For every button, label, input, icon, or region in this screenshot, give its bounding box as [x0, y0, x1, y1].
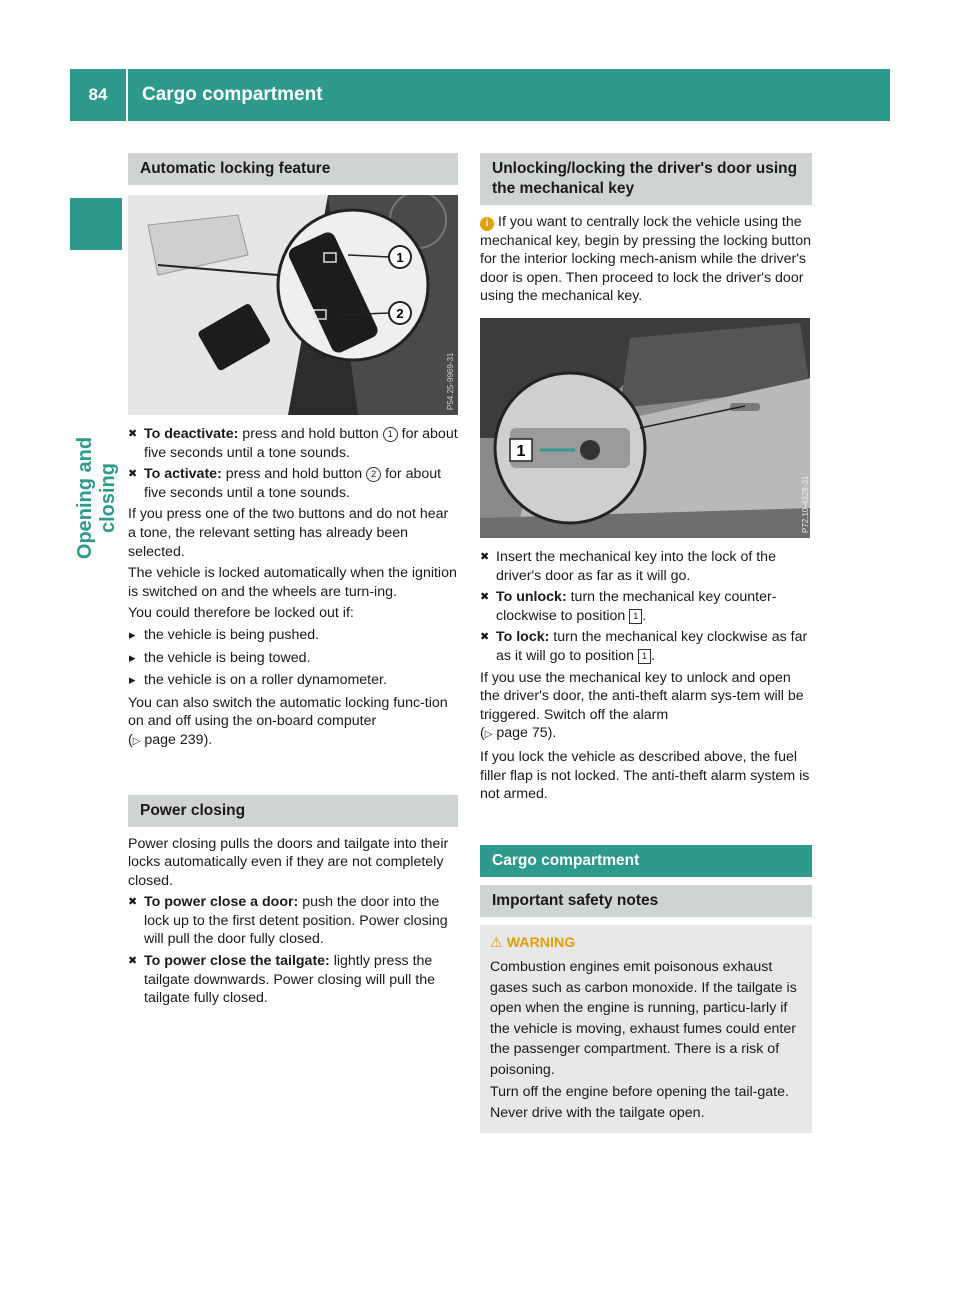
bullet-icon: ▸	[129, 649, 136, 665]
step-label: To unlock:	[496, 589, 567, 606]
info-note	[480, 213, 812, 306]
side-chapter-label: Opening and closing	[74, 436, 119, 560]
section-heading-unlocking: Unlocking/locking the driver's door using the mechanical key	[480, 153, 812, 205]
page-reference-link[interactable]: page 239).	[144, 731, 213, 748]
arrow-icon: ✖	[128, 896, 138, 909]
position-number-box: 1	[629, 609, 642, 624]
step-text: turn the mechanical key clockwise as far as it will go to position	[496, 629, 808, 664]
paragraph: You could therefore be locked out if:	[128, 605, 354, 622]
paragraph-text: If you use the mechanical key to unlock and open the driver's door, the anti-theft alarm sys-tem will be triggered. Switch off the alarm	[480, 669, 804, 723]
warning-title-text: WARNING	[506, 934, 576, 951]
arrow-icon: ✖	[480, 591, 490, 604]
section-heading-auto-lock: Automatic locking feature	[128, 153, 458, 185]
bullet-icon: ▸	[129, 672, 136, 688]
step-unlock: ✖ To unlock: turn the mechanical key counter-clockwise to position 1 .	[480, 589, 777, 624]
button-number-circle: 1	[383, 427, 398, 442]
paragraph: If you lock the vehicle as described above, the fuel filler flap is not locked. The anti-theft alarm system is not armed.	[480, 748, 810, 803]
step-deactivate	[128, 425, 458, 462]
arrow-icon: ✖	[128, 468, 138, 481]
step-label: To power close the tailgate:	[144, 953, 330, 970]
door-panel-illustration	[128, 195, 458, 415]
step-label: To power close a door:	[144, 894, 299, 911]
info-icon: i	[480, 217, 494, 231]
position-number-box: 1	[638, 649, 651, 664]
left-column	[128, 153, 458, 1011]
arrow-icon: ✖	[480, 550, 490, 563]
paragraph-text: You can also switch the automatic locking func-tion on and off using the on-board computer	[128, 694, 448, 730]
arrow-icon: ✖	[128, 955, 138, 968]
right-column	[480, 153, 812, 1133]
page-ref-arrow-icon: ▷	[484, 729, 493, 741]
step-text: press and hold button	[221, 466, 367, 483]
bullet-item	[128, 671, 458, 690]
step-insert-key	[480, 548, 812, 585]
bullet-item	[128, 649, 458, 668]
page-header	[70, 69, 890, 121]
section-heading-power-closing: Power closing	[128, 795, 458, 827]
arrow-icon: ✖	[128, 428, 138, 440]
svg-text:2: 2	[396, 306, 404, 321]
step-power-close-door	[128, 893, 458, 949]
step-lock: ✖ To lock: turn the mechanical key clockwise as far as it will go to position 1 .	[480, 629, 808, 664]
door-panel-svg	[128, 195, 458, 415]
bullet-text: the vehicle is on a roller dynamometer.	[144, 672, 387, 689]
bullet-text: the vehicle is being pushed.	[144, 626, 320, 643]
step-label: To lock:	[496, 629, 550, 646]
paragraph: If you press one of the two buttons and do not hear a tone, the relevant setting has already been selected.	[128, 506, 449, 560]
paragraph: If you use the mechanical key to unlock and open the driver's door, the anti-theft alarm sys-tem will be triggered. Switch off the alarm (▷ page 75).	[480, 669, 804, 742]
step-label: To activate:	[144, 466, 222, 483]
step-label: To deactivate:	[144, 426, 239, 442]
step-power-close-tailgate	[128, 952, 458, 1008]
paragraph: Power closing pulls the doors and tailgate into their locks automatically even if they are not completely closed.	[128, 835, 449, 889]
figure-code: P54.25-9969-31	[446, 352, 455, 410]
warning-box	[480, 925, 812, 1134]
header-divider	[126, 69, 128, 121]
page-reference-link[interactable]: page 75).	[496, 725, 557, 742]
paragraph: The vehicle is locked automatically when the ignition is switched on and the wheels are turn-ing.	[128, 565, 457, 600]
svg-text:1: 1	[396, 250, 404, 265]
side-tab-marker	[70, 198, 122, 250]
bullet-text: the vehicle is being towed.	[144, 649, 311, 666]
section-heading-safety: Important safety notes	[480, 885, 812, 917]
button-number-circle: 2	[366, 467, 381, 482]
warning-title	[490, 933, 802, 954]
paragraph: You can also switch the automatic locking func-tion on and off using the on-board computer (▷ page 239).	[128, 694, 448, 748]
figure-callout: 1	[516, 442, 526, 460]
step-text: push the door into the lock up to the first detent position. Power closing will pull the door fully closed.	[144, 894, 448, 948]
car-door-illustration	[480, 318, 810, 538]
header-title: Cargo compartment	[142, 84, 323, 105]
page-number: 84	[88, 85, 108, 104]
bullet-icon: ▸	[129, 626, 136, 642]
warning-triangle-icon: ⚠	[490, 934, 503, 951]
page-ref-arrow-icon: ▷	[132, 735, 141, 747]
step-text: Insert the mechanical key into the lock of the driver's door as far as it will go.	[496, 548, 776, 584]
step-text: lightly press the tailgate downwards. Power closing will pull the tailgate fully closed.	[144, 953, 435, 1007]
step-text: for about five seconds until a tone sounds.	[144, 426, 458, 461]
warning-text: Combustion engines emit poisonous exhaust gases such as carbon monoxide. If the tailgate is open when the engine is running, particu-larly if the vehicle is moving, exhaust fumes could enter the passenger compartment. There is a risk of poisoning.	[490, 959, 797, 1078]
bullet-item	[128, 626, 458, 645]
section-heading-cargo: Cargo compartment	[480, 845, 812, 877]
car-door-svg	[480, 318, 810, 538]
warning-text: Turn off the engine before opening the tail-gate. Never drive with the tailgate open.	[490, 1084, 789, 1121]
step-text: press and hold button	[238, 426, 383, 442]
arrow-icon: ✖	[480, 631, 490, 644]
step-text: for about five seconds until a tone sounds.	[144, 466, 442, 501]
info-text: If you want to centrally lock the vehicle using the mechanical key, begin by pressing the locking button for the interior locking mech-anism while the driver's door is open. Then proceed to lock the driver's door using the mechanical key.	[480, 214, 811, 305]
figure-code: P72.10-4328-31	[801, 475, 810, 533]
step-activate	[128, 465, 458, 502]
step-text: turn the mechanical key counter-clockwise to position	[496, 589, 777, 624]
